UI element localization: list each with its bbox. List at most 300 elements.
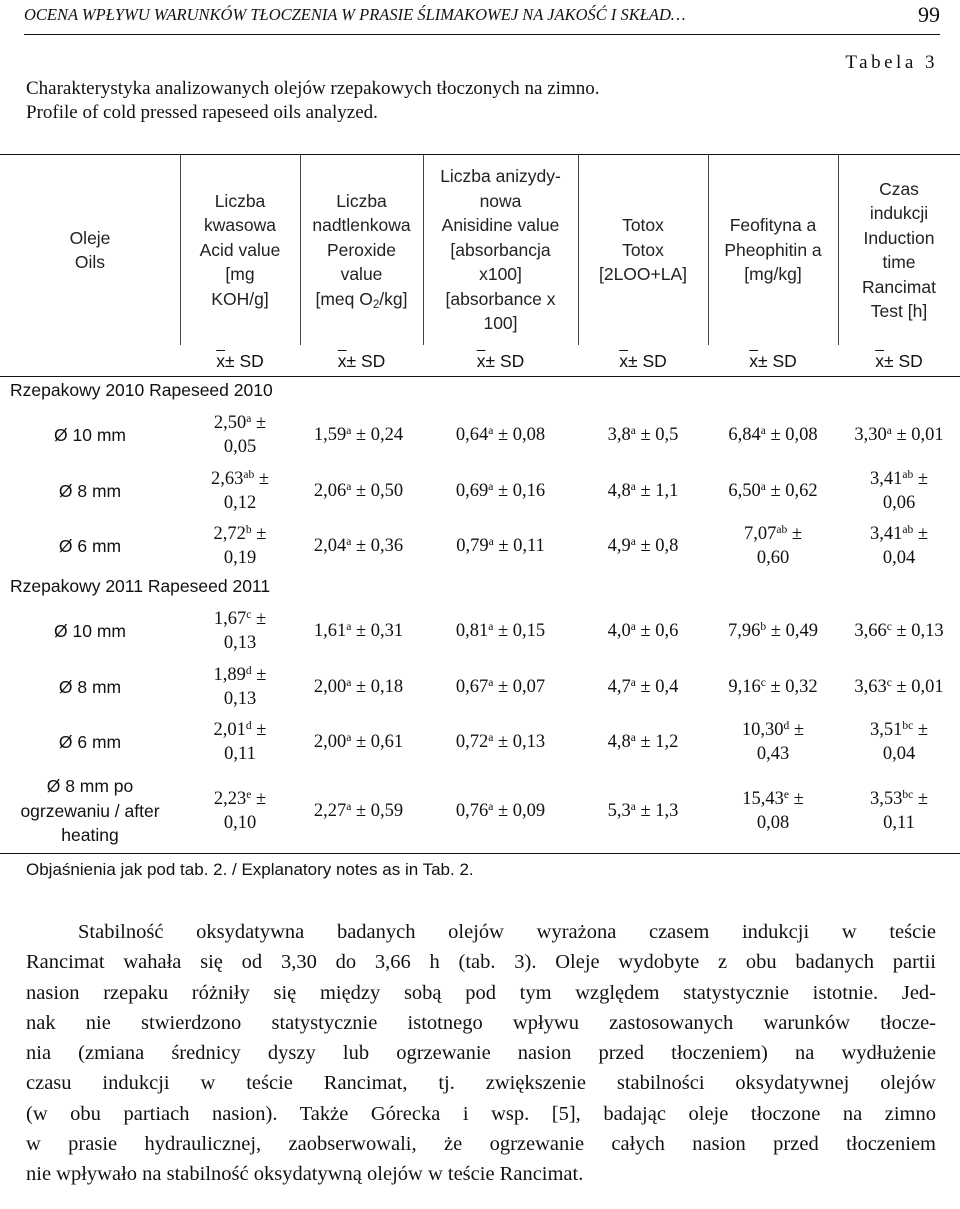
cell-value-line (854, 423, 943, 448)
cell-peroxide (294, 463, 423, 519)
cell-value-line (456, 423, 545, 448)
cell-peroxide (294, 771, 423, 851)
cell-sd: ± 0,08 (493, 424, 546, 445)
cell-sd: 0,11 (883, 813, 915, 833)
cell-value-line (728, 423, 817, 448)
cell-sd: ± 0,16 (493, 480, 546, 501)
cell-value-line (314, 675, 403, 700)
cell-pm: ± (254, 468, 269, 489)
column-header-peroxide (300, 155, 423, 345)
mean-symbol: $\overline{x}$ (216, 350, 225, 371)
cell-pheophytin (708, 771, 838, 851)
cell-sd: ± 0,8 (635, 535, 679, 556)
cell-mean: 0,64 (455, 424, 489, 445)
cell-mean: 0,69 (455, 480, 489, 501)
cell-peroxide (294, 603, 423, 659)
subscript-text: 2 (372, 298, 380, 311)
cell-mean: 3,8 (607, 424, 631, 445)
running-title: OCENA WPŁYWU WARUNKÓW TŁOCZENIA W PRASIE ŚLIMAKOWEJ NA JAKOŚĆ I SKŁAD… (24, 5, 686, 24)
cell-mean: 0,67 (455, 676, 489, 697)
cell-pm: ± (788, 788, 804, 809)
significance-letter: c (246, 608, 252, 621)
significance-letter: a (246, 412, 252, 425)
cell-value-line (728, 619, 818, 644)
stat-label-pheophytin (708, 348, 838, 374)
cell-value-line (728, 675, 817, 700)
cell-mean: 2,63 (210, 468, 244, 489)
cell-sd: ± 0,61 (351, 731, 404, 752)
cell-value-line (608, 479, 679, 504)
column-header-line: nowa (479, 190, 522, 211)
sd-label: ± SD (224, 350, 264, 371)
sd-label: ± SD (757, 350, 797, 371)
cell-totox (578, 603, 708, 659)
significance-letter: d (245, 719, 252, 732)
column-header-line: Liczba (214, 190, 266, 211)
column-header-line: KOH/g] (211, 288, 269, 309)
column-header-line: Liczba anizydy- (440, 166, 561, 187)
cell-value-line (456, 799, 545, 824)
cell-acid (180, 659, 300, 715)
cell-mean: 0,81 (455, 620, 489, 641)
column-header-line: indukcji (869, 203, 929, 223)
cell-acid (180, 715, 300, 769)
column-header-acid (180, 155, 300, 345)
cell-value-line (608, 675, 679, 700)
cell-sd: 0,04 (882, 744, 916, 764)
table-label: Tabela 3 (845, 52, 938, 73)
cell-sd: ± 0,11 (493, 535, 545, 556)
cell-sd: ± 0,15 (493, 620, 546, 641)
cell-acid (180, 407, 300, 463)
cell-totox (578, 519, 708, 573)
cell-peroxide (294, 659, 423, 715)
column-header-line: Feofityna a (729, 215, 817, 236)
cell-totox (578, 659, 708, 715)
significance-letter: e (783, 788, 789, 801)
cell-sd: ± 1,1 (635, 480, 679, 501)
cell-mean: 6,84 (728, 424, 761, 445)
cell-value-line (870, 522, 928, 547)
significance-letter: a (760, 480, 766, 493)
body-line: (w obu partiach nasion). Także Górecka i wsp. [5], badając oleje tłoczone na zimno (26, 1102, 936, 1125)
cell-mean: 2,27 (313, 800, 347, 821)
significance-letter: a (886, 424, 892, 437)
column-header-line: Acid value (199, 239, 281, 260)
cell-pm: ± (789, 719, 805, 740)
cell-sd: ± 1,3 (635, 800, 679, 821)
group-label: Rzepakowy 2011 Rapeseed 2011 (10, 576, 271, 596)
cell-sd: ± 0,36 (351, 535, 404, 556)
significance-letter: a (346, 620, 352, 633)
row-label-line: Ø 10 mm (54, 424, 126, 445)
stat-label-peroxide (300, 348, 423, 374)
mean-symbol: $\overline{x}$ (619, 350, 628, 371)
body-line: nia (zmiana średnicy dyszy lub ogrzewanie nasion przed tłoczeniem) na wydłużenie (26, 1042, 936, 1065)
cell-sd: ± 0,01 (891, 424, 944, 445)
significance-letter: c (886, 620, 892, 633)
column-header-line: Oils (74, 252, 106, 272)
significance-letter: a (630, 535, 636, 548)
column-header-line-part: /kg] (379, 288, 408, 309)
cell-mean: 3,51 (869, 719, 903, 740)
significance-letter: a (488, 480, 494, 493)
column-header-line: [mg (225, 264, 255, 285)
cell-pm: ± (251, 788, 267, 809)
cell-peroxide (294, 407, 423, 463)
cell-value-line (608, 534, 679, 559)
row-label-line: Ø 8 mm (58, 676, 122, 697)
table-note: Objaśnienia jak pod tab. 2. / Explanatory notes as in Tab. 2. (26, 860, 474, 879)
row-label-line: Ø 8 mm po (46, 776, 134, 797)
cell-sd: ± 0,01 (891, 676, 944, 697)
cell-induction (838, 519, 960, 573)
cell-value-line (214, 663, 267, 688)
cell-acid (180, 519, 300, 573)
cell-sd: ± 0,08 (765, 424, 818, 445)
cell-acid (180, 463, 300, 519)
cell-sd: ± 0,13 (493, 731, 546, 752)
row-label-line: Ø 8 mm (58, 480, 122, 501)
cell-mean: 2,50 (213, 412, 247, 433)
cell-sd: ± 0,31 (351, 620, 404, 641)
stat-label-induction (838, 348, 960, 374)
column-header-line: Induction (863, 227, 935, 248)
cell-value-line (854, 675, 943, 700)
page-number: 99 (918, 2, 940, 27)
row-label-line: heating (61, 825, 119, 846)
cell-pheophytin (708, 659, 838, 715)
column-header-line: [2LOO+LA] (598, 264, 688, 285)
cell-sd: ± 0,59 (351, 800, 404, 821)
cell-mean: 1,59 (313, 424, 347, 445)
cell-mean: 4,0 (607, 620, 631, 641)
cell-value-line (608, 619, 679, 644)
cell-value-line (214, 787, 266, 812)
column-header-line (315, 287, 407, 312)
column-header-line: [absorbancja (450, 239, 551, 260)
cell-mean: 9,16 (728, 676, 761, 697)
cell-induction (838, 407, 960, 463)
column-header-induction (838, 155, 960, 345)
cell-mean: 0,72 (455, 731, 489, 752)
cell-value-line (728, 479, 817, 504)
cell-mean: 4,8 (607, 731, 631, 752)
cell-pm: ± (913, 719, 928, 740)
cell-anisidine (423, 659, 578, 715)
cell-sd: ± 0,6 (635, 620, 679, 641)
cell-mean: 7,96 (728, 620, 761, 641)
significance-letter: a (630, 424, 636, 437)
column-header-line: value (340, 264, 383, 285)
cell-value-line (314, 423, 403, 448)
body-line: nie wpływało na stabilność oksydatywną olejów w teście Rancimat. (26, 1163, 584, 1186)
cell-value-line (608, 730, 679, 755)
significance-letter: ab (902, 468, 914, 481)
cell-mean: 2,04 (313, 535, 347, 556)
cell-sd: 0,11 (224, 744, 256, 764)
cell-anisidine (423, 519, 578, 573)
table-caption-pl: Charakterystyka analizowanych olejów rzepakowych tłoczonych na zimno. (26, 78, 600, 99)
significance-letter: d (783, 719, 790, 732)
significance-letter: ab (776, 523, 788, 536)
significance-letter: b (760, 620, 767, 633)
column-header-line: time (882, 252, 916, 272)
significance-letter: a (630, 676, 636, 689)
cell-mean: 2,72 (213, 523, 246, 544)
cell-totox (578, 463, 708, 519)
cell-sd: ± 0,18 (351, 676, 404, 697)
column-header-line: Totox (622, 239, 664, 260)
cell-totox (578, 715, 708, 769)
cell-pm: ± (251, 719, 267, 740)
cell-sd: ± 0,5 (635, 424, 679, 445)
column-header-line: Liczba (336, 190, 387, 211)
sd-label: ± SD (883, 350, 923, 371)
cell-sd: 0,04 (882, 548, 916, 568)
cell-induction (838, 715, 960, 769)
column-header-line: 100] (483, 313, 518, 334)
cell-mean: 1,61 (313, 620, 347, 641)
sd-label: ± SD (485, 350, 525, 371)
cell-sd: ± 1,2 (635, 731, 679, 752)
cell-mean: 2,00 (313, 731, 347, 752)
cell-anisidine (423, 715, 578, 769)
cell-sd: ± 0,4 (635, 676, 679, 697)
column-header-line: x100] (479, 264, 522, 285)
cell-anisidine (423, 771, 578, 851)
cell-mean: 5,3 (607, 800, 631, 821)
cell-value-line (314, 619, 403, 644)
cell-mean: 3,41 (869, 468, 903, 489)
significance-letter: ab (902, 523, 914, 536)
cell-mean: 3,30 (854, 424, 887, 445)
table-caption-en: Profile of cold pressed rapeseed oils analyzed. (26, 102, 378, 123)
column-header-line-part: [meq O (315, 288, 373, 309)
cell-sd: 0,19 (223, 548, 257, 568)
column-header-line: Czas (879, 178, 919, 199)
significance-letter: a (346, 731, 352, 744)
cell-value-line (742, 718, 804, 743)
cell-mean: 10,30 (741, 719, 784, 740)
cell-acid (180, 603, 300, 659)
body-line: nasion rzepaku różniły się między sobą pod tym względem statystycznie istotnie. Jed- (26, 981, 936, 1004)
cell-mean: 3,66 (854, 620, 887, 641)
cell-value-line (744, 522, 802, 547)
mean-symbol: $\overline{x}$ (749, 350, 758, 371)
cell-pheophytin (708, 603, 838, 659)
column-header-line: Anisidine value (441, 215, 560, 236)
significance-letter: a (488, 620, 494, 633)
cell-sd: ± 0,13 (891, 620, 944, 641)
cell-value-line (314, 534, 403, 559)
row-label (0, 771, 180, 851)
cell-value-line (214, 411, 266, 436)
cell-sd: ± 0,62 (765, 480, 818, 501)
cell-peroxide (294, 715, 423, 769)
significance-letter: a (346, 535, 352, 548)
row-label (0, 659, 180, 715)
cell-mean: 4,7 (607, 676, 631, 697)
cell-value-line (456, 534, 545, 559)
significance-letter: c (886, 676, 892, 689)
significance-letter: a (630, 731, 636, 744)
cell-acid (180, 771, 300, 851)
significance-letter: c (760, 676, 766, 689)
cell-anisidine (423, 407, 578, 463)
cell-sd: 0,13 (223, 633, 257, 653)
cell-sd: ± 0,24 (351, 424, 404, 445)
cell-pm: ± (913, 523, 928, 544)
cell-mean: 0,79 (456, 535, 489, 556)
cell-pheophytin (708, 519, 838, 573)
row-label-line: Ø 10 mm (54, 620, 126, 641)
row-label-line: Ø 6 mm (58, 731, 122, 752)
column-header-line: Peroxide (326, 239, 397, 260)
body-line: czasu indukcji w teście Rancimat, tj. zwiększenie stabilności oksydatywnej olejów (26, 1072, 936, 1095)
cell-sd: 0,43 (756, 744, 790, 764)
significance-letter: b (245, 523, 252, 536)
cell-induction (838, 603, 960, 659)
cell-induction (838, 771, 960, 851)
cell-value-line (214, 718, 267, 743)
body-line: nak nie stwierdzono statystycznie istotnego wpływu zastosowanych warunków tłocze- (26, 1011, 936, 1034)
row-label-line: ogrzewaniu / after (20, 800, 160, 821)
significance-letter: a (630, 480, 636, 493)
cell-sd: ± 0,09 (493, 800, 546, 821)
significance-letter: bc (902, 788, 914, 801)
cell-sd: ± 0,32 (765, 676, 818, 697)
stat-label-totox (578, 348, 708, 374)
cell-totox (578, 771, 708, 851)
cell-pm: ± (913, 788, 928, 809)
cell-sd: 0,06 (882, 493, 916, 513)
cell-sd: 0,10 (223, 813, 257, 833)
cell-mean: 4,9 (607, 535, 631, 556)
cell-pm: ± (251, 608, 267, 629)
cell-value-line (214, 607, 266, 632)
cell-value-line (456, 479, 545, 504)
cell-value-line (214, 522, 267, 547)
cell-value-line (854, 619, 943, 644)
body-line: Stabilność oksydatywna badanych olejów wyrażona czasem indukcji w teście (78, 921, 936, 943)
cell-peroxide (294, 519, 423, 573)
cell-mean: 2,23 (213, 788, 247, 809)
cell-value-line (742, 787, 804, 812)
cell-mean: 3,63 (854, 676, 887, 697)
cell-value-line (456, 675, 545, 700)
row-label-line: Ø 6 mm (58, 535, 122, 556)
significance-letter: a (346, 424, 352, 437)
row-label (0, 519, 180, 573)
mean-symbol: $\overline{x}$ (337, 350, 347, 371)
body-paragraph (26, 917, 936, 1190)
cell-sd: ± 0,07 (493, 676, 546, 697)
column-header-line: [mg/kg] (744, 264, 802, 285)
significance-letter: a (488, 800, 494, 813)
cell-sd: ± 0,49 (766, 620, 818, 641)
significance-letter: ab (243, 468, 255, 481)
stat-label-anisidine (423, 348, 578, 374)
cell-value-line (314, 479, 403, 504)
cell-mean: 2,01 (213, 719, 246, 740)
cell-mean: 6,50 (728, 480, 761, 501)
cell-sd: 0,12 (223, 493, 257, 513)
significance-letter: d (245, 664, 252, 677)
body-line: Rancimat wahała się od 3,30 do 3,66 h (tab. 3). Oleje wydobyte z obu badanych partii (26, 951, 936, 974)
cell-pm: ± (787, 523, 802, 544)
cell-value-line (870, 718, 928, 743)
cell-mean: 1,67 (213, 608, 247, 629)
mean-symbol: $\overline{x}$ (875, 350, 884, 371)
significance-letter: a (346, 480, 352, 493)
cell-mean: 1,89 (213, 664, 246, 685)
significance-letter: a (488, 731, 494, 744)
cell-value-line (608, 799, 679, 824)
significance-letter: a (488, 424, 494, 437)
column-header-line: nadtlenkowa (312, 215, 411, 236)
cell-mean: 3,41 (869, 523, 903, 544)
cell-value-line (456, 730, 545, 755)
column-header-line: [absorbance x (445, 288, 556, 309)
cell-pm: ± (251, 664, 267, 685)
cell-pheophytin (708, 463, 838, 519)
cell-value-line (314, 799, 403, 824)
column-header-anisidine (423, 155, 578, 345)
column-header-pheophytin (708, 155, 838, 345)
cell-pm: ± (251, 523, 267, 544)
significance-letter: a (346, 676, 352, 689)
significance-letter: e (246, 788, 252, 801)
significance-letter: a (488, 676, 494, 689)
cell-totox (578, 407, 708, 463)
significance-letter: a (488, 535, 494, 548)
cell-pm: ± (251, 412, 267, 433)
cell-pheophytin (708, 407, 838, 463)
cell-pm: ± (913, 468, 928, 489)
body-line: w prasie hydraulicznej, zaobserwowali, że ogrzewanie całych nasion przed tłoczeniem (26, 1133, 936, 1156)
significance-letter: bc (902, 719, 914, 732)
cell-mean: 2,00 (313, 676, 347, 697)
table-bottom-rule (0, 853, 960, 854)
cell-sd: ± 0,50 (351, 480, 404, 501)
significance-letter: a (630, 800, 636, 813)
cell-sd: 0,60 (756, 548, 790, 568)
column-header-line: kwasowa (204, 215, 276, 236)
mean-symbol: $\overline{x}$ (476, 350, 486, 371)
significance-letter: a (760, 424, 766, 437)
column-header-line: Totox (622, 215, 664, 236)
stat-label-acid (180, 348, 300, 374)
cell-sd: 0,13 (223, 689, 257, 709)
row-label (0, 715, 180, 769)
cell-mean: 3,53 (869, 788, 903, 809)
group-label: Rzepakowy 2010 Rapeseed 2010 (10, 380, 273, 400)
cell-value-line (870, 467, 928, 492)
cell-mean: 2,06 (313, 480, 347, 501)
column-header-line: Pheophitin a (724, 239, 822, 260)
row-label (0, 407, 180, 463)
row-label (0, 603, 180, 659)
cell-mean: 0,76 (455, 800, 489, 821)
cell-value-line (211, 467, 269, 492)
column-header-line: Oleje (69, 227, 111, 248)
column-header-oils (0, 155, 180, 345)
cell-induction (838, 463, 960, 519)
significance-letter: a (346, 800, 352, 813)
cell-value-line (608, 423, 679, 448)
cell-sd: 0,08 (756, 813, 790, 833)
